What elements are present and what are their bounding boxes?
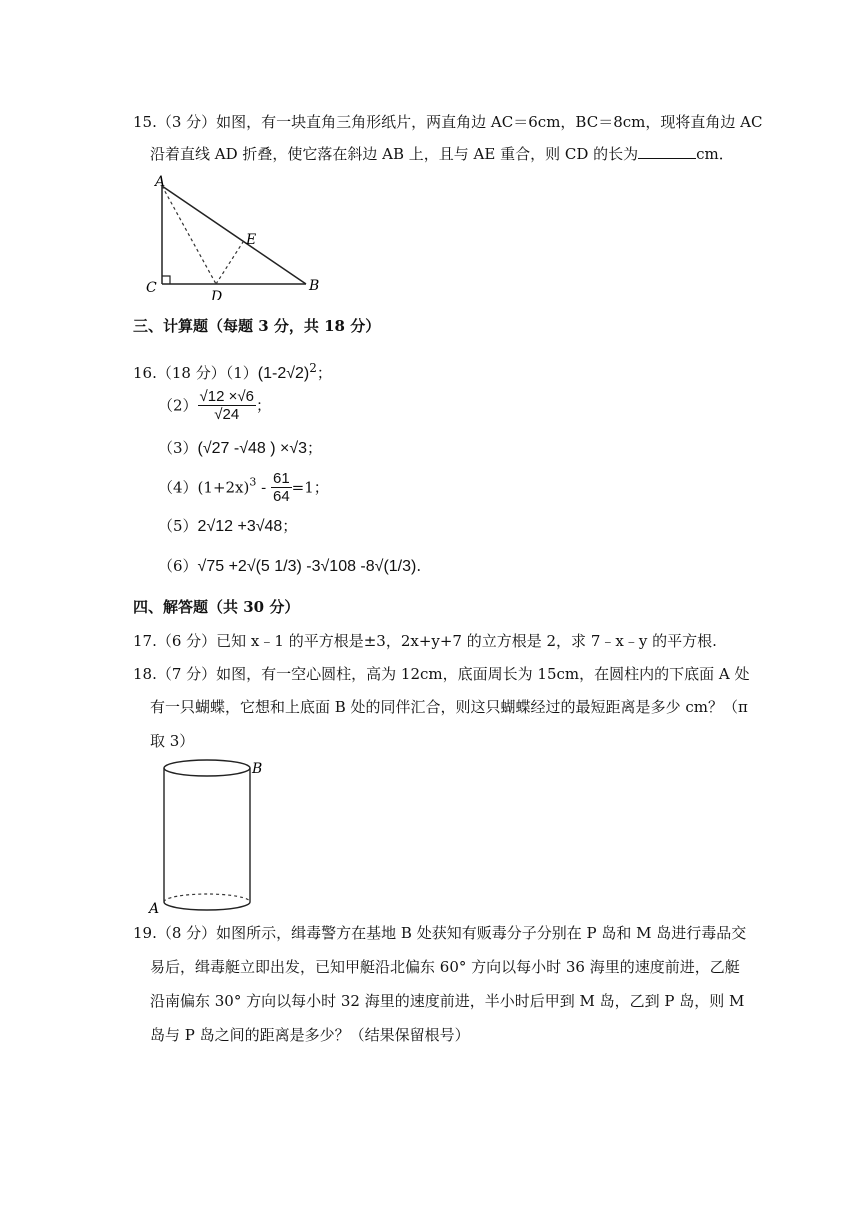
q19-line2: 易后，缉毒艇立即出发，已知甲艇沿北偏东 60° 方向以每小时 36 海里的速度前进，乙艇 — [150, 958, 740, 976]
label-D: D — [211, 289, 223, 300]
q16-p5-expr: 2√12 +3√48 — [197, 518, 283, 535]
q16-p2-label: （2） — [158, 396, 198, 415]
cyl-label-B: B — [252, 761, 263, 777]
q16-p4-minus: - — [256, 478, 271, 497]
q16-part1 — [133, 358, 332, 384]
q18-line3: 取 3） — [150, 732, 195, 750]
q19-line1: 19.（8 分）如图所示，缉毒警方在基地 B 处获知有贩毒分子分别在 P 岛和 M 岛进行毒品交 — [133, 924, 747, 942]
section-3-heading: 三、计算题（每题 3 分，共 18 分） — [133, 317, 381, 335]
q16-p3-label: （3） — [158, 439, 198, 457]
q16-p2-den: √24 — [214, 406, 240, 423]
q16-part5 — [158, 516, 297, 537]
label-B: B — [309, 278, 320, 294]
q16-p1-expr: (1-2√2) — [257, 365, 310, 382]
q17-text: 17.（6 分）已知 x﹣1 的平方根是±3，2x+y+7 的立方根是 2，求 7﹣x﹣y 的平方根. — [133, 632, 717, 650]
q15-line2-text: 沿着直线 AD 折叠，使它落在斜边 AB 上，且与 AE 重合，则 CD 的长为 — [150, 145, 639, 163]
q16-p3-expr: (√27 -√48 ) ×√3 — [197, 440, 308, 457]
q16-p1-exp: 2 — [309, 361, 317, 375]
q16-p2-fraction — [198, 388, 256, 423]
q16-p6-expr: √75 +2√(5 1/3) -3√108 -8√(1/3) — [197, 558, 417, 575]
q16-part4 — [158, 470, 329, 505]
q16-p5-end: ； — [282, 517, 298, 535]
q16-p6-label: （6） — [158, 557, 198, 575]
q16-part6 — [158, 556, 421, 577]
cylinder-figure — [145, 755, 275, 920]
q15-line1: 15.（3 分）如图，有一块直角三角形纸片，两直角边 AC＝6cm，BC＝8cm，现将直角边 AC — [133, 113, 763, 131]
q16-p4-exp: 3 — [249, 475, 257, 489]
q15-unit: cm． — [696, 145, 734, 163]
q15-line2 — [150, 144, 734, 164]
q16-part2 — [158, 388, 271, 423]
q19-line3: 沿南偏东 30° 方向以每小时 32 海里的速度前进，半小时后甲到 M 岛，乙到 P 岛，则 M — [150, 992, 745, 1010]
q16-p2-num: √12 ×√6 — [199, 388, 254, 405]
q18-line1: 18.（7 分）如图，有一空心圆柱，高为 12cm，底面周长为 15cm，在圆柱内的下底面 A 处 — [133, 665, 750, 683]
q18-line2: 有一只蝴蝶，它想和上底面 B 处的同伴汇合，则这只蝴蝶经过的最短距离是多少 cm？（π — [150, 698, 748, 716]
q16-p4-end: =1； — [291, 478, 329, 497]
label-E: E — [246, 232, 257, 248]
q16-p4-den: 64 — [272, 488, 290, 505]
right-triangle-figure — [140, 170, 330, 300]
q16-p4-num: 61 — [272, 470, 290, 487]
q16-p3-end: ； — [307, 439, 323, 457]
q19-line4: 岛与 P 岛之间的距离是多少？（结果保留根号） — [150, 1026, 470, 1044]
cyl-label-A: A — [149, 901, 160, 917]
q16-p5-label: （5） — [158, 517, 198, 535]
q16-part3 — [158, 438, 322, 459]
label-C: C — [146, 280, 157, 296]
q16-p4-fraction — [271, 470, 292, 505]
q16-p6-end: . — [416, 557, 422, 575]
q16-p2-end: ； — [255, 396, 271, 415]
answer-blank — [638, 144, 696, 159]
q16-p4-a: (1+2x) — [197, 478, 250, 497]
label-A: A — [155, 174, 166, 190]
q16-p4-label: （4） — [158, 478, 198, 497]
q16-prefix: 16.（18 分）（1） — [133, 364, 258, 382]
section-4-heading: 四、解答题（共 30 分） — [133, 598, 300, 616]
q16-p1-end: ； — [316, 364, 332, 382]
